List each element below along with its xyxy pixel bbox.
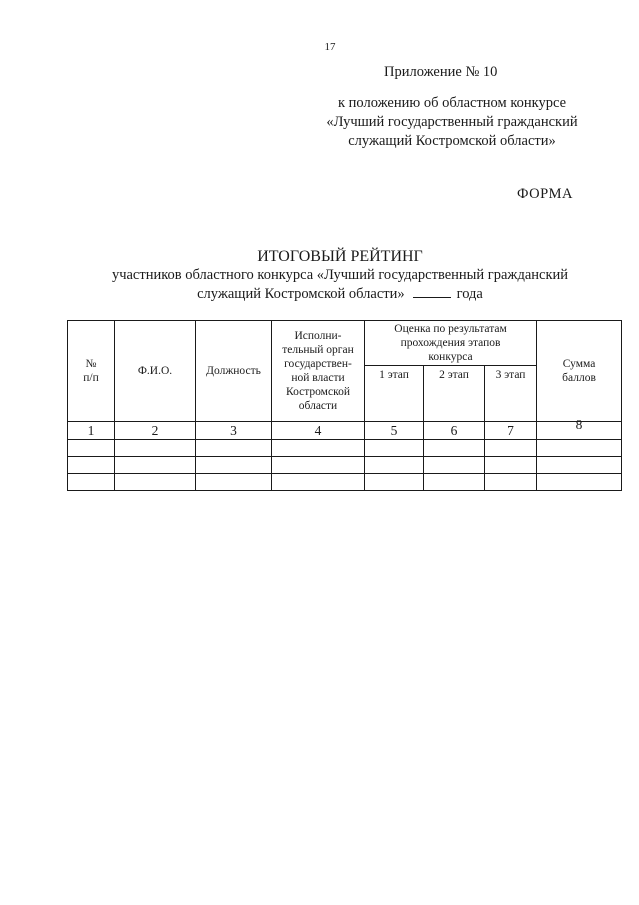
cell-total[interactable]: [537, 474, 622, 491]
cell-number[interactable]: [68, 440, 115, 457]
cell-total[interactable]: [537, 440, 622, 457]
column-number: 4: [272, 422, 365, 440]
cell-stage-3[interactable]: [485, 457, 537, 474]
header-assessment: [365, 321, 537, 366]
header-stage-2: 2 этап: [424, 366, 485, 422]
cell-stage-3[interactable]: [485, 474, 537, 491]
column-number: 1: [68, 422, 115, 440]
cell-fio[interactable]: [115, 457, 196, 474]
header-number-line: п/п: [83, 372, 99, 384]
appendix-reference-line: к положению об областном конкурсе: [337, 95, 567, 111]
header-total-line: Сумма: [562, 358, 596, 370]
cell-number[interactable]: [68, 457, 115, 474]
header-authority-line: области: [298, 400, 338, 412]
cell-stage-1[interactable]: [365, 440, 424, 457]
cell-fio[interactable]: [115, 474, 196, 491]
header-authority-line: ной власти: [291, 372, 345, 384]
appendix-reference-line: служащий Костромской области»: [348, 133, 556, 149]
header-assessment-line: конкурса: [428, 351, 473, 363]
form-label: ФОРМА: [517, 186, 574, 202]
table-row: [68, 440, 622, 457]
column-number-row: [68, 422, 622, 440]
document-subtitle-line: [0, 285, 639, 304]
cell-stage-2[interactable]: [424, 474, 485, 491]
header-number-line: №: [85, 358, 97, 370]
rating-table: [67, 320, 622, 491]
header-position: Должность: [196, 321, 272, 422]
table-header-row: [68, 321, 622, 366]
cell-number[interactable]: [68, 474, 115, 491]
column-number: [537, 417, 622, 440]
document-subtitle: [0, 266, 639, 304]
cell-authority[interactable]: [272, 474, 365, 491]
header-fio: Ф.И.О.: [115, 321, 196, 422]
header-authority: [272, 321, 365, 422]
cell-position[interactable]: [196, 457, 272, 474]
header-assessment-line: прохождения этапов: [400, 337, 501, 349]
cell-total[interactable]: [537, 457, 622, 474]
header-authority-line: государствен-: [284, 358, 352, 370]
cell-authority[interactable]: [272, 457, 365, 474]
cell-stage-2[interactable]: [424, 440, 485, 457]
cell-position[interactable]: [196, 474, 272, 491]
column-number-text: 8: [575, 417, 583, 432]
column-number: 3: [196, 422, 272, 440]
appendix-reference: [300, 94, 604, 151]
column-number: 2: [115, 422, 196, 440]
page-number: 17: [324, 41, 336, 53]
column-number: 6: [424, 422, 485, 440]
table-row: [68, 457, 622, 474]
appendix-title: Приложение № 10: [384, 64, 498, 80]
column-number: 5: [365, 422, 424, 440]
header-authority-line: Исполни-: [294, 330, 342, 342]
header-authority-line: тельный орган: [282, 344, 354, 356]
column-number: 7: [485, 422, 537, 440]
cell-fio[interactable]: [115, 440, 196, 457]
document-subtitle-text: служащий Костромской области»: [197, 286, 405, 302]
year-blank-field: [413, 285, 451, 298]
cell-stage-3[interactable]: [485, 440, 537, 457]
cell-stage-1[interactable]: [365, 457, 424, 474]
cell-authority[interactable]: [272, 440, 365, 457]
header-number: [68, 321, 115, 422]
year-suffix: года: [456, 286, 483, 302]
header-stage-1: 1 этап: [365, 366, 424, 422]
appendix-reference-line: «Лучший государственный гражданский: [326, 114, 578, 130]
header-total: [537, 321, 622, 422]
table-row: [68, 474, 622, 491]
cell-position[interactable]: [196, 440, 272, 457]
header-assessment-line: Оценка по результатам: [394, 323, 507, 335]
header-authority-line: Костромской: [286, 386, 350, 398]
cell-stage-1[interactable]: [365, 474, 424, 491]
document-subtitle-line: участников областного конкурса «Лучший государственный гражданский: [111, 267, 569, 283]
header-total-line: баллов: [562, 372, 596, 384]
header-stage-3: 3 этап: [485, 366, 537, 422]
document-title: ИТОГОВЫЙ РЕЙТИНГ: [257, 248, 423, 265]
cell-stage-2[interactable]: [424, 457, 485, 474]
